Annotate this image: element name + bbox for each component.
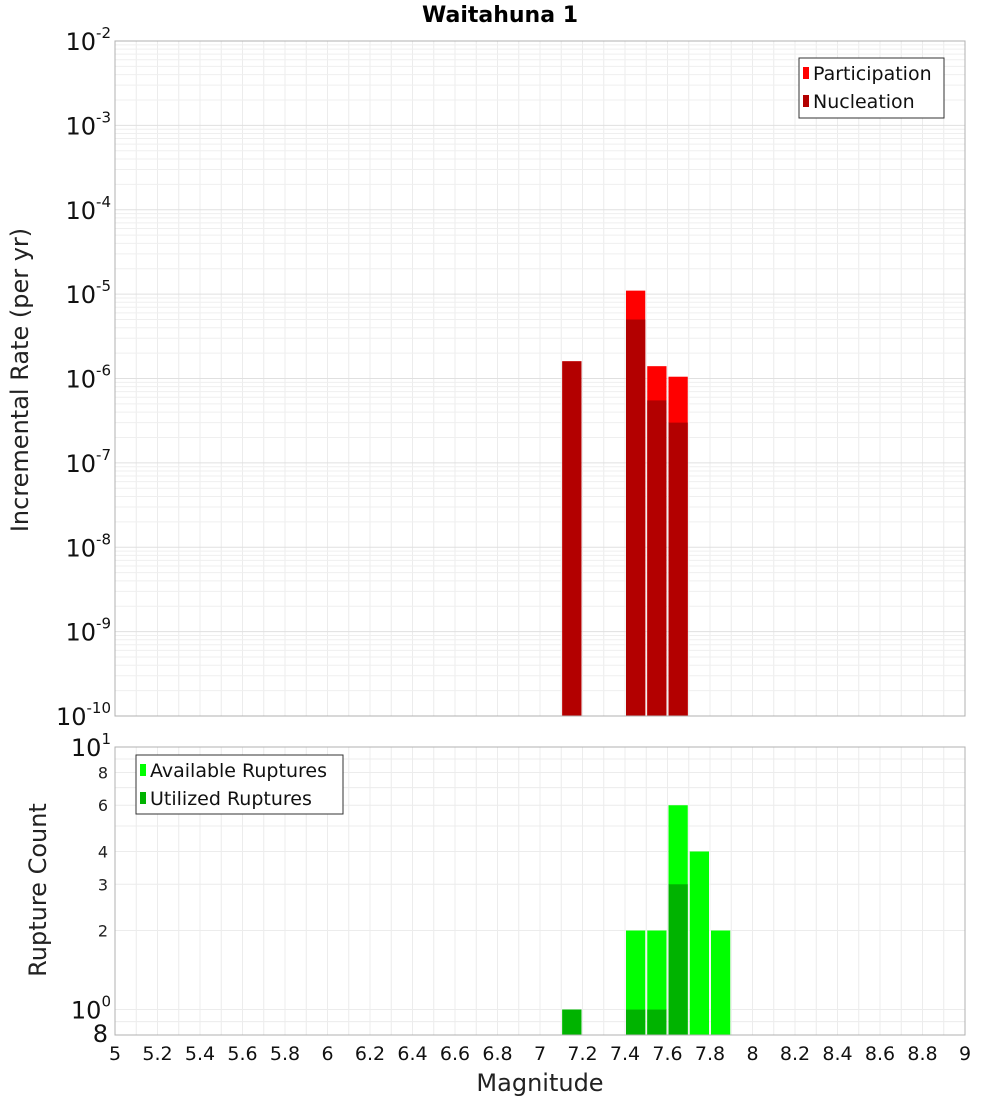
legend-label-utilized-ruptures: Utilized Ruptures (150, 788, 312, 810)
x-tick-label: 8.4 (822, 1043, 853, 1065)
bottom-bar-available-ruptures (711, 931, 730, 1035)
x-tick-label: 5.4 (184, 1043, 216, 1065)
y-tick-label: 10-9 (65, 614, 111, 647)
x-tick-label: 7.8 (694, 1043, 726, 1065)
bottom-bar-utilized-ruptures (669, 884, 688, 1035)
x-tick-label: 8.2 (779, 1043, 811, 1065)
x-tick-label: 5.6 (227, 1043, 258, 1065)
bottom-bar-utilized-ruptures (647, 1010, 666, 1035)
x-axis-label: Magnitude (476, 1069, 604, 1097)
y-tick-label: 10-8 (65, 530, 111, 563)
bottom-bar-utilized-ruptures (562, 1010, 581, 1035)
y-tick-label: 10-5 (65, 277, 111, 310)
x-tick-label: 6.8 (482, 1043, 513, 1065)
chart-title: Waitahuna 1 (421, 3, 579, 28)
top-y-tick-labels (56, 24, 111, 731)
x-tick-label: 6 (321, 1043, 334, 1065)
x-tick-label: 7.4 (609, 1043, 641, 1065)
bottom-bar-available-ruptures (690, 851, 709, 1035)
bottom-legend (136, 755, 343, 814)
x-tick-label: 8 (746, 1043, 759, 1065)
legend-swatch-participation (803, 67, 809, 79)
y-tick-label: 100 (70, 992, 111, 1025)
top-legend (799, 58, 944, 118)
y-tick-label: 2 (97, 921, 108, 941)
x-tick-labels (109, 1043, 971, 1065)
y-tick-label: 10-3 (65, 108, 111, 141)
y-tick-label: 8 (92, 1020, 108, 1048)
x-tick-label: 5.2 (142, 1043, 173, 1065)
legend-swatch-nucleation (803, 95, 809, 107)
legend-label-participation: Participation (813, 63, 932, 85)
y-tick-label: 10-4 (65, 192, 111, 225)
x-tick-label: 6.4 (397, 1043, 428, 1065)
top-y-axis-label: Incremental Rate (per yr) (6, 227, 34, 533)
y-tick-label: 3 (97, 875, 108, 895)
bottom-y-axis-label: Rupture Count (24, 803, 52, 977)
y-tick-label: 8 (97, 763, 108, 783)
x-tick-label: 7 (533, 1043, 547, 1065)
x-tick-label: 7.2 (567, 1043, 598, 1065)
top-bar-nucleation (669, 423, 688, 716)
top-bar-nucleation (562, 361, 581, 716)
x-tick-label: 6.2 (354, 1043, 386, 1065)
x-tick-label: 6.6 (439, 1043, 471, 1065)
top-bar-nucleation (626, 320, 645, 716)
y-tick-label: 10-6 (65, 361, 111, 394)
y-tick-label: 4 (97, 842, 108, 862)
legend-label-nucleation: Nucleation (813, 91, 915, 113)
x-tick-label: 9 (958, 1043, 972, 1065)
x-tick-label: 8.8 (907, 1043, 938, 1065)
legend-label-available-ruptures: Available Ruptures (150, 760, 327, 782)
x-tick-label: 8.6 (864, 1043, 896, 1065)
bottom-y-tick-labels (71, 730, 111, 1048)
legend-swatch-utilized-ruptures (140, 792, 146, 804)
y-tick-label: 101 (70, 730, 111, 762)
top-bar-nucleation (647, 400, 666, 716)
y-tick-label: 10-10 (55, 699, 111, 731)
top-plot-gridlines (115, 41, 965, 716)
y-tick-label: 6 (97, 796, 108, 816)
bottom-bar-utilized-ruptures (626, 1010, 645, 1035)
x-tick-label: 5.8 (269, 1043, 301, 1065)
x-tick-label: 7.6 (652, 1043, 683, 1065)
y-tick-label: 10-2 (65, 24, 111, 56)
legend-swatch-available-ruptures (140, 764, 146, 776)
y-tick-label: 10-7 (65, 445, 111, 478)
x-tick-label: 5 (108, 1043, 122, 1065)
